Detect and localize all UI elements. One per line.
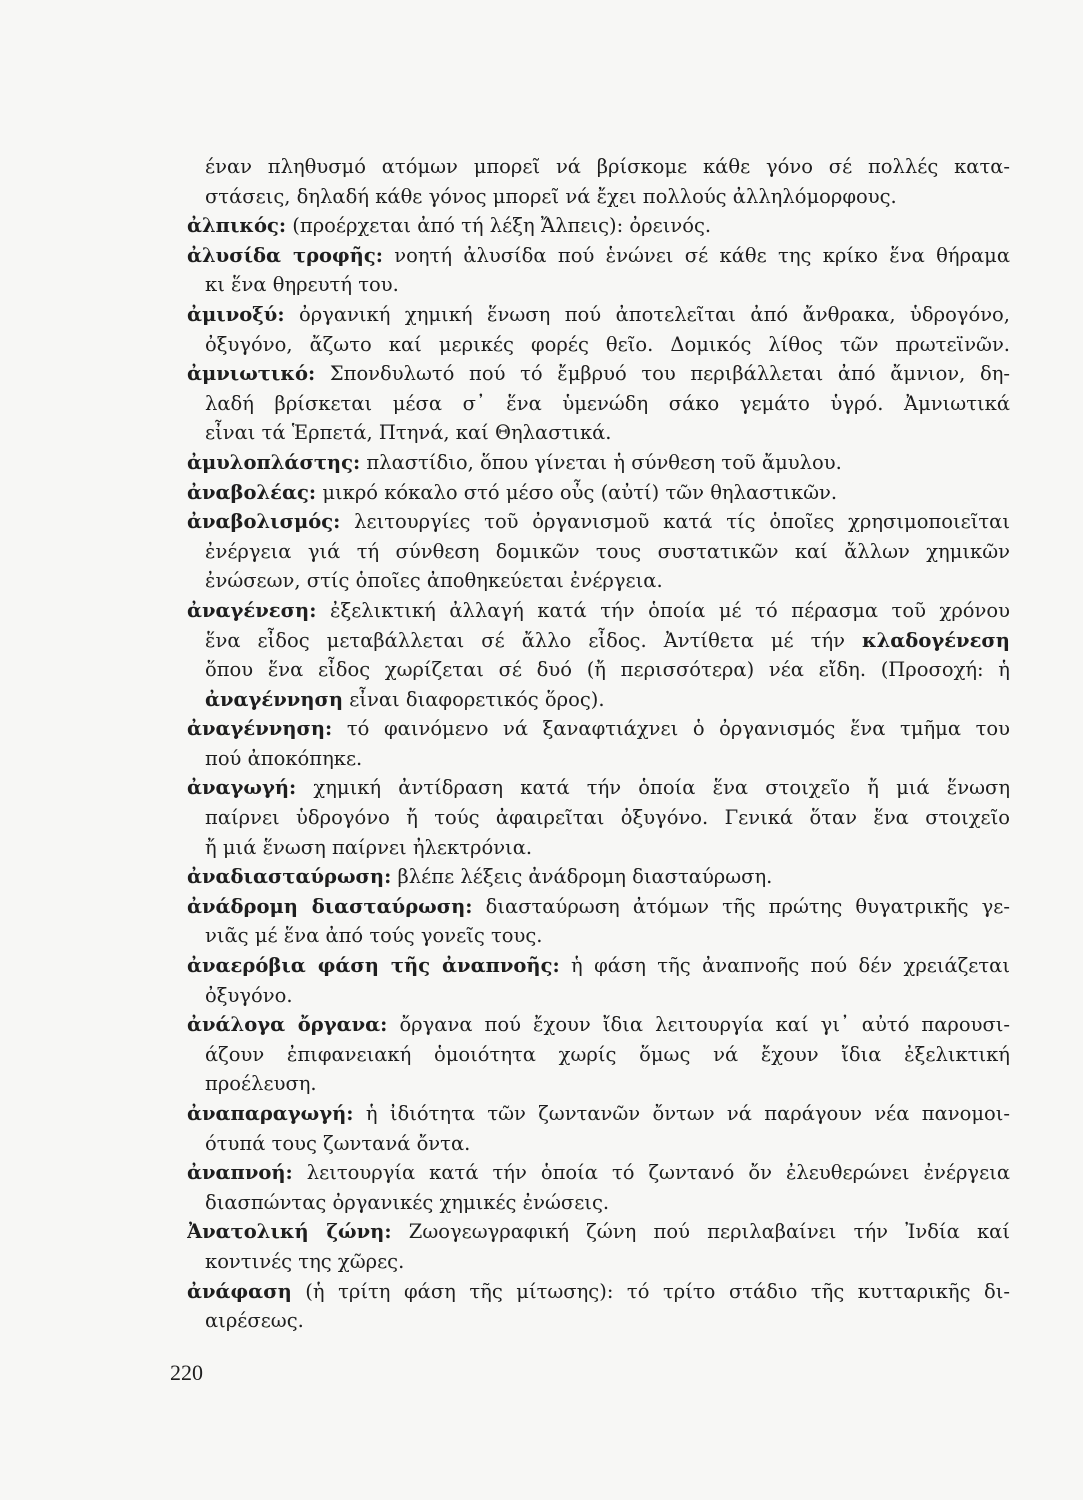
entry-definition: λειτουργία κατά τήν ὁποία τό ζωντανό ὄν ἐλευθερώνει ἐνέργεια — [306, 1161, 1010, 1185]
entry-definition: άζουν ἐπιφανειακή ὁμοιότητα χωρίς ὅμως νά ἔχουν ἴδια ἐξελικτική — [205, 1042, 1010, 1066]
entry-definition: λειτουργίες τοῦ ὀργανισμοῦ κατά τίς ὁποῖες χρησιμοποιεῖται — [354, 510, 1010, 534]
entry-term: ἀναγωγή: — [187, 776, 297, 800]
entry-definition: διασταύρωση ἀτόμων τῆς πρώτης θυγατρικῆς γε- — [485, 894, 1010, 918]
entry-term: ἀνάδρομη διασταύρωση: — [187, 894, 473, 918]
cross-reference-term: κλαδογένεση — [862, 628, 1010, 652]
entry-definition: ἐνώσεων, στίς ὁποῖες ἀποθηκεύεται ἐνέργεια. — [205, 569, 663, 593]
entry-definition: Σπονδυλωτό πού τό ἔμβρυό του περιβάλλεται ἀπό ἄμνιον, δη- — [329, 362, 1010, 386]
entry-definition: εἶναι τά Ἑρπετά, Πτηνά, καί Θηλαστικά. — [205, 421, 612, 445]
entry-definition: αιρέσεως. — [205, 1309, 304, 1333]
entry-definition: πλαστίδιο, ὅπου γίνεται ἡ σύνθεση τοῦ ἄμυλου. — [366, 450, 842, 474]
entry-definition: ἤ μιά ἕνωση παίρνει ἠλεκτρόνια. — [205, 835, 533, 859]
cross-reference-term: ἀναγέννηση — [205, 687, 344, 711]
entry-definition: ὄργανα πού ἔχουν ἴδια λειτουργία καί γι᾽ αὐτό παρουσι- — [399, 1013, 1010, 1037]
entry-definition: διασπώντας ὀργανικές χημικές ἐνώσεις. — [205, 1190, 610, 1214]
entry-definition: ἐξελικτική ἀλλαγή κατά τήν ὁποία μέ τό πέρασμα τοῦ χρόνου — [330, 598, 1010, 622]
glossary-entry — [187, 1217, 1010, 1276]
entry-definition: ότυπά τους ζωντανά ὄντα. — [205, 1131, 471, 1155]
entry-definition: Ζωογεωγραφική ζώνη πού περιλαβαίνει τήν Ἰνδία καί — [408, 1220, 1010, 1244]
entry-term: ἀναγένεση: — [187, 598, 317, 622]
glossary-entry — [187, 478, 1010, 508]
entry-definition: ἡ ἰδιότητα τῶν ζωντανῶν ὄντων νά παράγουν νέα πανομοι- — [365, 1102, 1010, 1125]
glossary-entry — [187, 507, 1010, 596]
entry-definition: ἕνα εἶδος μεταβάλλεται σέ ἄλλο εἶδος. Ἀντίθετα μέ τήν — [205, 628, 845, 652]
entry-term: ἀνάλογα ὄργανα: — [187, 1013, 388, 1037]
entry-definition: νιᾶς μέ ἕνα ἀπό τούς γονεῖς τους. — [205, 924, 543, 948]
glossary-entry — [187, 1099, 1010, 1158]
glossary-entry — [187, 241, 1010, 300]
entry-definition: ὀξυγόνο. — [205, 983, 293, 1007]
entry-term: ἀμυλοπλάστης: — [187, 450, 361, 474]
glossary-entry — [187, 359, 1010, 448]
entry-definition: ὀξυγόνο, ἄζωτο καί μερικές φορές θεῖο. Δομικός λίθος τῶν πρωτεϊνῶν. — [205, 332, 1010, 356]
glossary-entry — [187, 448, 1010, 478]
entry-definition: νοητή ἀλυσίδα πού ἑνώνει σέ κάθε της κρίκο ἕνα θήραμα — [394, 243, 1010, 267]
entry-term: ἀλυσίδα τροφῆς: — [187, 243, 383, 267]
glossary-entry — [187, 951, 1010, 1010]
glossary-entry — [187, 714, 1010, 773]
entry-definition: προέλευση. — [205, 1072, 317, 1096]
entry-definition: εἶναι διαφορετικός ὅρος). — [349, 687, 605, 711]
entry-definition: ἐνέργεια γιά τή σύνθεση δομικῶν τους συστατικῶν καί ἄλλων χημικῶν — [205, 539, 1010, 563]
glossary-entry — [187, 892, 1010, 951]
entry-definition: κι ἕνα θηρευτή του. — [205, 273, 399, 297]
entry-term: ἀναδιασταύρωση: — [187, 865, 392, 889]
entry-definition: μικρό κόκαλο στό μέσο οὖς (αὐτί) τῶν θηλαστικῶν. — [322, 480, 838, 504]
glossary-entry — [187, 862, 1010, 892]
entry-term: ἀλπικός: — [187, 214, 287, 238]
entry-term: ἀναβολέας: — [187, 480, 317, 504]
entry-definition: πού ἀποκόπηκε. — [205, 746, 363, 770]
entry-term: ἀνάφαση — [187, 1279, 292, 1303]
entry-definition: ὀργανική χημική ἕνωση πού ἀποτελεῖται ἀπό ἄνθρακα, ὑδρογόνο, — [299, 302, 1010, 326]
entry-definition: ὅπου ἕνα εἶδος χωρίζεται σέ δυό (ἤ περισσότερα) νέα εἴδη. (Προσοχή: ἡ — [205, 658, 1010, 682]
entry-term: ἀναγέννηση: — [187, 717, 333, 741]
entry-term: ἀμινοξύ: — [187, 302, 285, 326]
entry-definition: τό φαινόμενο νά ξαναφτιάχνει ὁ ὀργανισμός ἕνα τμῆμα του — [346, 717, 1010, 741]
entry-term: Ἀνατολική ζώνη: — [187, 1220, 392, 1244]
intro-line: έναν πληθυσμό ατόμων μπορεῖ νά βρίσκομε κάθε γόνο σέ πολλές κατα- — [205, 155, 1010, 178]
entry-term: ἀναερόβια φάση τῆς ἀναπνοῆς: — [187, 954, 560, 978]
glossary-entry — [187, 1158, 1010, 1217]
entry-term: ἀναπαραγωγή: — [187, 1102, 354, 1125]
entry-definition: χημική ἀντίδραση κατά τήν ὁποία ἕνα στοιχεῖο ἤ μιά ἕνωση — [313, 776, 1010, 800]
entry-definition: (προέρχεται ἀπό τή λέξη Ἄλπεις): ὀρεινός. — [292, 214, 712, 238]
glossary-entry — [187, 1277, 1010, 1336]
entry-definition: βλέπε λέξεις ἀνάδρομη διασταύρωση. — [397, 865, 773, 889]
page-number: 220 — [170, 1360, 203, 1385]
entry-definition: (ἡ τρίτη φάση τῆς μίτωσης): τό τρίτο στάδιο τῆς κυτταρικῆς δι- — [305, 1279, 1010, 1303]
glossary-entry — [187, 211, 1010, 241]
glossary-entry — [187, 1010, 1010, 1099]
entry-term: ἀμνιωτικό: — [187, 362, 316, 386]
entry-term: ἀναβολισμός: — [187, 510, 341, 534]
entry-definition: ἡ φάση τῆς ἀναπνοῆς πού δέν χρειάζεται — [571, 954, 1010, 978]
entry-term: ἀναπνοή: — [187, 1161, 293, 1185]
glossary-text — [187, 152, 1010, 1336]
glossary-entry — [187, 300, 1010, 359]
entry-definition: κοντινές της χῶρες. — [205, 1249, 405, 1273]
entry-definition: παίρνει ὑδρογόνο ἤ τούς ἀφαιρεῖται ὀξυγόνο. Γενικά ὅταν ἕνα στοιχεῖο — [205, 806, 1010, 830]
entry-definition: λαδή βρίσκεται μέσα σ᾽ ἕνα ὑμενώδη σάκο γεμάτο ὑγρό. Ἀμνιωτικά — [205, 391, 1010, 415]
glossary-entry — [187, 596, 1010, 714]
intro-line: στάσεις, δηλαδή κάθε γόνος μπορεῖ νά ἔχει πολλούς ἀλληλόμορφους. — [205, 184, 897, 208]
glossary-entry — [187, 773, 1010, 862]
